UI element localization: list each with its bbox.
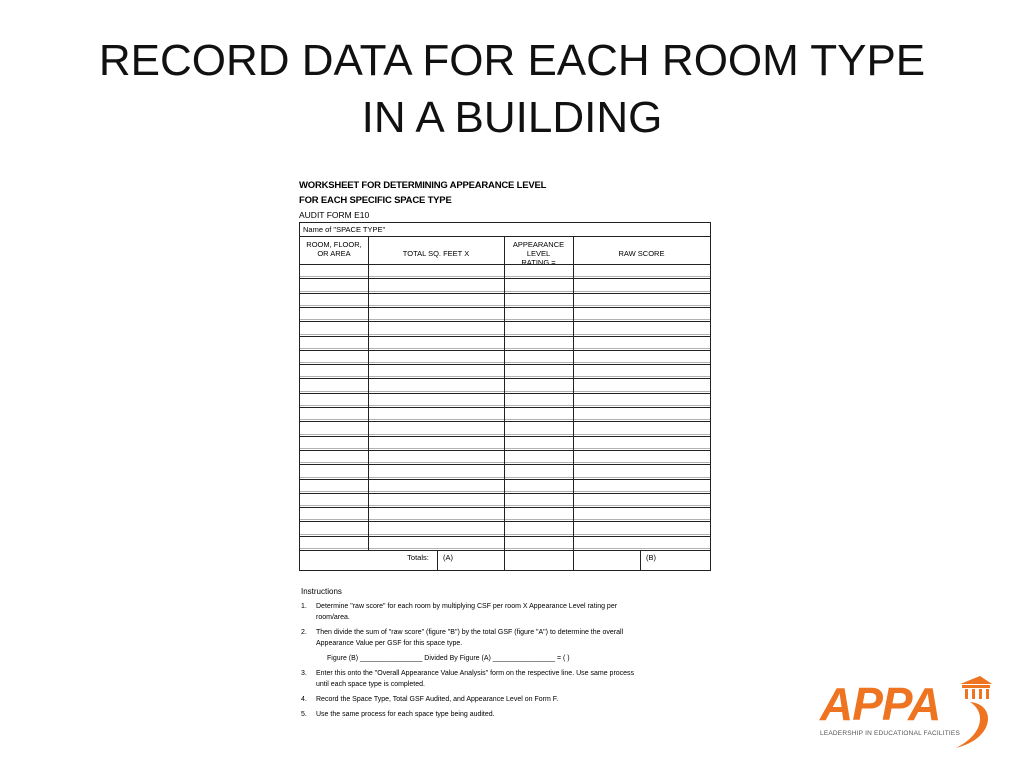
table-column-rule	[573, 236, 574, 550]
table-column-rule	[368, 236, 369, 550]
column-header-appearance-level: APPEARANCE LEVEL RATING =	[512, 240, 565, 267]
table-row	[300, 477, 710, 478]
table-column-rule	[573, 550, 574, 570]
table-rule	[300, 507, 710, 508]
table-row	[300, 362, 710, 363]
table-rule	[300, 378, 710, 379]
logo-tagline: LEADERSHIP IN EDUCATIONAL FACILITIES	[820, 730, 961, 737]
table-rule	[300, 293, 710, 294]
table-column-rule	[504, 550, 505, 570]
table-row	[300, 405, 710, 406]
totals-a-label: (A)	[443, 553, 453, 562]
table-row	[300, 419, 710, 420]
appa-logo	[812, 674, 1002, 754]
table-row	[300, 505, 710, 506]
table-rule	[300, 407, 710, 408]
table-rule	[300, 350, 710, 351]
table-column-rule	[640, 550, 641, 570]
table-rule	[300, 550, 710, 551]
instruction-text: Use the same process for each space type being audited.	[316, 711, 495, 718]
table-rule	[300, 278, 710, 279]
table-rule	[300, 479, 710, 480]
table-rule	[300, 264, 710, 265]
instructions-list	[301, 601, 641, 720]
table-row	[300, 376, 710, 377]
worksheet-heading-2: FOR EACH SPECIFIC SPACE TYPE	[299, 195, 452, 206]
table-row	[300, 348, 710, 349]
table-rule	[300, 436, 710, 437]
table-row	[300, 276, 710, 277]
table-row	[300, 448, 710, 449]
column-header-sq-feet: TOTAL SQ. FEET X	[402, 249, 470, 258]
figure-calculation-line: Figure (B) ________________ Divided By Figure (A) ________________ = ( )	[327, 655, 570, 662]
totals-label: Totals:	[407, 553, 429, 562]
instruction-text: Determine "raw score" for each room by multiplying CSF per room X Appearance Level rating per room/area.	[316, 603, 618, 621]
instruction-text: Then divide the sum of "raw score" (figure "B") by the total GSF (figure "A") to determine the overall Appearance Value per GSF for this space type.	[316, 629, 624, 647]
table-rule	[300, 393, 710, 394]
table-row	[300, 434, 710, 435]
instructions-title: Instructions	[301, 587, 342, 596]
table-row	[300, 319, 710, 320]
table-rule	[300, 421, 710, 422]
worksheet-heading-1: WORKSHEET FOR DETERMINING APPEARANCE LEVEL	[299, 180, 547, 191]
instruction-number: 4.	[301, 696, 307, 703]
instruction-number: 2.	[301, 629, 307, 636]
table-row	[300, 305, 710, 306]
table-row	[300, 534, 710, 535]
instruction-number: 1.	[301, 603, 307, 610]
table-row	[300, 462, 710, 463]
instruction-number: 3.	[301, 670, 307, 677]
instruction-item	[301, 627, 641, 649]
table-rule	[300, 336, 710, 337]
instruction-item	[301, 668, 641, 690]
column-header-raw-score: RAW SCORE	[618, 249, 665, 258]
instruction-item	[301, 601, 641, 623]
worksheet-form	[299, 178, 713, 571]
table-row	[300, 519, 710, 520]
slide-title-line2: IN A BUILDING	[361, 93, 663, 142]
logo-building-icon	[952, 674, 996, 754]
instruction-number: 5.	[301, 711, 307, 718]
table-row	[300, 548, 710, 549]
instructions	[301, 586, 641, 724]
totals-b-label: (B)	[646, 553, 656, 562]
table-rule	[300, 493, 710, 494]
worksheet-table	[299, 222, 711, 571]
space-type-name-label: Name of "SPACE TYPE"	[303, 225, 386, 234]
column-header-room: ROOM, FLOOR, OR AREA	[306, 240, 362, 258]
instruction-text: Enter this onto the "Overall Appearance Value Analysis" form on the respective line. Use same process until each space type is completed.	[316, 670, 635, 688]
table-rule	[300, 236, 710, 237]
table-row	[300, 334, 710, 335]
table-column-rule	[504, 236, 505, 550]
table-rule	[300, 536, 710, 537]
table-column-rule	[437, 550, 438, 570]
instruction-item	[301, 709, 641, 720]
table-rule	[300, 307, 710, 308]
table-rule	[300, 521, 710, 522]
audit-form-id: AUDIT FORM E10	[299, 210, 370, 220]
table-rule	[300, 464, 710, 465]
table-rule	[300, 321, 710, 322]
slide-title-line1: RECORD DATA FOR EACH ROOM TYPE	[98, 36, 926, 85]
table-row	[300, 391, 710, 392]
table-row	[300, 291, 710, 292]
table-row	[300, 491, 710, 492]
table-rule	[300, 364, 710, 365]
instruction-item	[301, 694, 641, 705]
table-rule	[300, 450, 710, 451]
instruction-text: Record the Space Type, Total GSF Audited, and Appearance Level on Form F.	[316, 696, 559, 703]
slide-title	[0, 32, 1024, 146]
logo-text: APPA	[820, 678, 941, 730]
